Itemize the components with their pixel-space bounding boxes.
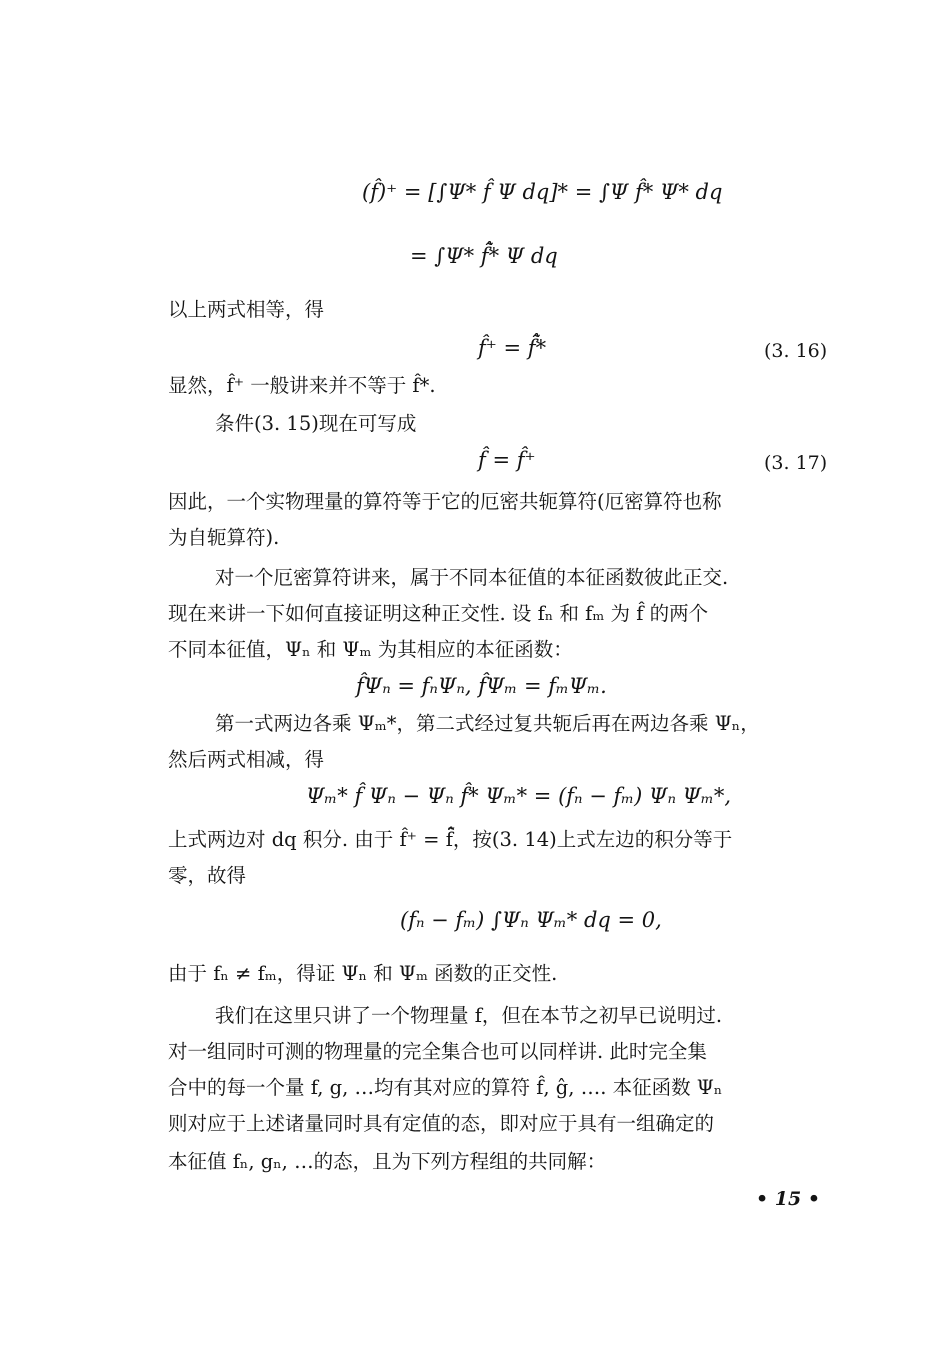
paragraph-line: 现在来讲一下如何直接证明这种正交性. 设 fₙ 和 fₘ 为 f̂ 的两个 bbox=[168, 602, 709, 625]
paragraph-line: 合中的每一个量 f, g, …均有其对应的算符 f̂, ĝ, …. 本征函数 Ψₙ bbox=[168, 1076, 723, 1099]
paragraph-line: 因此，一个实物理量的算符等于它的厄密共轭算符(厄密算符也称 bbox=[168, 490, 722, 513]
paragraph-line: 然后两式相减，得 bbox=[168, 748, 325, 771]
equation-adjoint-line1: (f̂)⁺ = [∫Ψ* f̂ Ψ dq]* = ∫Ψ f̂* Ψ* dq bbox=[362, 180, 723, 204]
equation-adjoint-line2: = ∫Ψ* f̃̂* Ψ dq bbox=[410, 244, 558, 268]
paragraph-line: 则对应于上述诸量同时具有定值的态，即对应于具有一组确定的 bbox=[168, 1112, 715, 1135]
paragraph-line: 我们在这里只讲了一个物理量 f，但在本节之初早已说明过. bbox=[215, 1004, 723, 1027]
paragraph-line: 不同本征值，Ψₙ 和 Ψₘ 为其相应的本征函数： bbox=[168, 638, 573, 661]
equation-integral: (fₙ − fₘ) ∫Ψₙ Ψₘ* dq = 0, bbox=[400, 908, 662, 932]
paragraph-line: 对一组同时可测的物理量的完全集合也可以同样讲. 此时完全集 bbox=[168, 1040, 707, 1063]
paragraph-line: 本征值 fₙ, gₙ, …的态，且为下列方程组的共同解： bbox=[168, 1150, 607, 1173]
paragraph-line: 由于 fₙ ≠ fₘ，得证 Ψₙ 和 Ψₘ 函数的正交性. bbox=[168, 962, 558, 985]
equation-3-16: f̂⁺ = f̃̂* bbox=[478, 336, 547, 360]
equation-number-3-17: (3. 17) bbox=[764, 452, 828, 474]
paragraph-line: 第一式两边各乘 Ψₘ*，第二式经过复共轭后再在两边各乘 Ψₙ， bbox=[215, 712, 760, 735]
paragraph-line: 以上两式相等，得 bbox=[168, 298, 325, 321]
paragraph-line: 零，故得 bbox=[168, 864, 247, 887]
page-number: • 15 • bbox=[756, 1188, 820, 1210]
equation-number-3-16: (3. 16) bbox=[764, 340, 828, 362]
paragraph-line: 上式两边对 dq 积分. 由于 f̂⁺ = f̃̂，按(3. 14)上式左边的积分等于 bbox=[168, 828, 733, 851]
equation-subtraction: Ψₘ* f̂ Ψₙ − Ψₙ f̂* Ψₘ* = (fₙ − fₘ) Ψₙ Ψₘ*, bbox=[306, 784, 732, 808]
paragraph-line: 条件(3. 15)现在可写成 bbox=[215, 412, 417, 435]
paragraph-line: 为自轭算符). bbox=[168, 526, 280, 549]
paragraph-line: 显然，f̂⁺ 一般讲来并不等于 f̂*. bbox=[168, 374, 436, 397]
equation-eigen: f̂Ψₙ = fₙΨₙ, f̂Ψₘ = fₘΨₘ. bbox=[356, 674, 607, 698]
paragraph-line: 对一个厄密算符讲来，属于不同本征值的本征函数彼此正交. bbox=[215, 566, 729, 589]
equation-3-17: f̂ = f̂⁺ bbox=[478, 448, 536, 472]
